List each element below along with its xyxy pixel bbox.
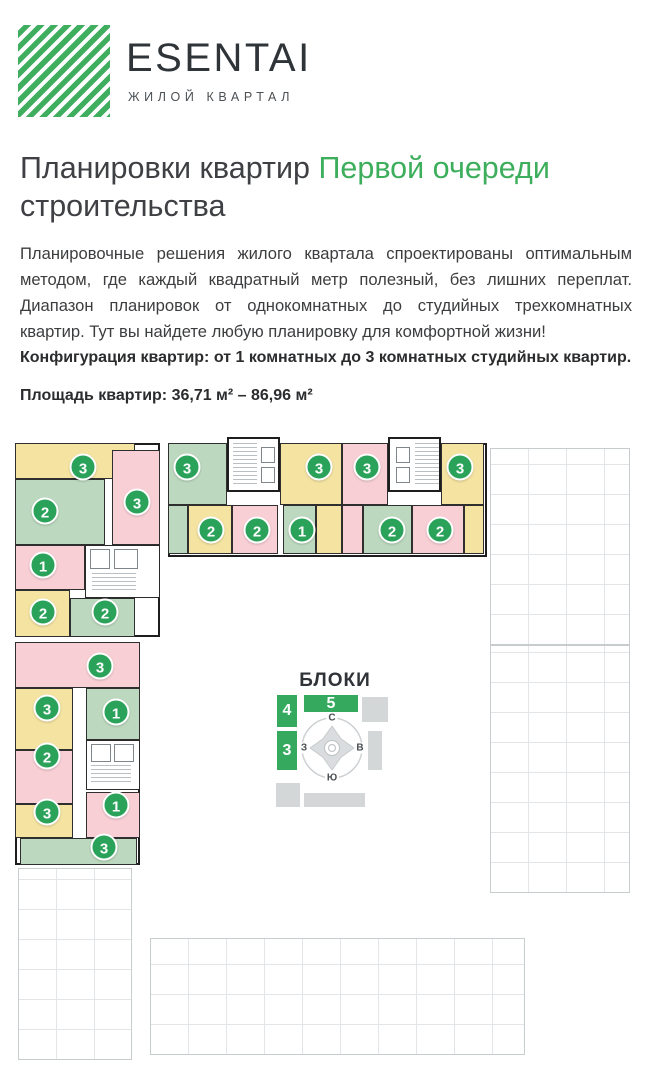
apartment-count-badge: 2 [198, 517, 225, 544]
apartment-count-badge: 2 [30, 599, 57, 626]
intro-paragraph: Планировочные решения жилого квартала спроектированы оптимальным методом, где каждый квадратный метр полезный, без лишних переплат. Диапазон планировок от однокомнатных до студийных трехкомнатных квартир. Тут вы найдете любую планировку для комфортной жизни! [20, 244, 632, 342]
apartment-tile-block-3 [20, 838, 137, 865]
configuration-line: Конфигурация квартир: от 1 комнатных до 3 комнатных студийных квартир. [20, 349, 632, 366]
floor-plan [0, 435, 650, 1080]
elevator-icon [91, 744, 111, 762]
stairs-icon [415, 443, 439, 487]
legend-block-grey-right [368, 731, 382, 770]
apartment-tile-block-5 [316, 505, 342, 554]
stairs-icon [233, 443, 257, 487]
apartment-count-badge: 1 [289, 517, 316, 544]
legend-block-5 [304, 695, 358, 712]
apartment-count-badge: 1 [103, 699, 130, 726]
apartment-count-badge: 1 [103, 792, 130, 819]
legend-block-grey-bottom-left [276, 783, 300, 807]
elevator-icon [90, 549, 110, 569]
apartment-count-badge: 3 [70, 454, 97, 481]
compass-north-label: С [328, 712, 336, 724]
apartment-tile-block-5 [342, 505, 363, 554]
elevator-icon [114, 549, 138, 569]
elevator-icon [261, 447, 275, 463]
elevator-icon [396, 447, 410, 463]
apartment-count-badge: 2 [32, 498, 59, 525]
stair-elevator-core [85, 545, 160, 598]
logo-stripes-icon[interactable] [18, 25, 110, 117]
stairs-icon [92, 573, 136, 593]
apartment-count-badge: 3 [124, 489, 151, 516]
area-line: Площадь квартир: 36,71 м² – 86,96 м² [20, 387, 313, 404]
apartment-count-badge: 3 [34, 799, 61, 826]
apartment-count-badge: 2 [34, 743, 61, 770]
legend-block-4 [277, 695, 297, 727]
stair-elevator-core [227, 437, 280, 492]
compass-west-label: З [300, 742, 308, 754]
title-highlight: Первой очереди [318, 151, 550, 185]
stair-elevator-core [388, 437, 441, 492]
apartment-count-badge: 2 [92, 599, 119, 626]
apartment-count-badge: 3 [354, 454, 381, 481]
title-suffix: строительства [20, 188, 226, 223]
apartment-count-badge: 2 [379, 517, 406, 544]
page-title [20, 150, 626, 225]
legend-block-grey-bottom [304, 793, 365, 807]
compass-east-label: В [356, 742, 364, 754]
apartment-count-badge: 3 [34, 695, 61, 722]
title-prefix: Планировки квартир [20, 151, 310, 185]
compass-south-label: Ю [326, 772, 338, 784]
stair-elevator-core [86, 740, 140, 790]
apartment-tile-block-3 [15, 642, 140, 688]
brand-tagline: ЖИЛОЙ КВАРТАЛ [128, 90, 295, 104]
apartment-count-badge: 3 [447, 454, 474, 481]
apartment-tile-block-4 [15, 479, 105, 545]
legend-block-3-label: 3 [282, 741, 292, 759]
apartment-count-badge: 3 [91, 834, 118, 861]
apartment-tile-block-5 [168, 505, 188, 554]
apartment-tile-block-5 [464, 505, 484, 554]
apartment-count-badge: 2 [244, 517, 271, 544]
legend-block-3 [277, 731, 297, 770]
brand-name[interactable]: ESENTAI [126, 36, 312, 80]
elevator-icon [261, 467, 275, 483]
apartment-count-badge: 3 [306, 454, 333, 481]
legend-block-4-label: 4 [282, 702, 292, 719]
stairs-icon [91, 765, 131, 785]
apartment-count-badge: 3 [87, 653, 114, 680]
apartment-count-badge: 2 [427, 517, 454, 544]
elevator-icon [114, 744, 134, 762]
legend-block-5-label: 5 [326, 694, 336, 712]
elevator-icon [396, 467, 410, 483]
apartment-count-badge: 3 [174, 454, 201, 481]
apartment-count-badge: 1 [30, 552, 57, 579]
legend-title: БЛОКИ [299, 670, 371, 691]
compass [298, 714, 366, 782]
